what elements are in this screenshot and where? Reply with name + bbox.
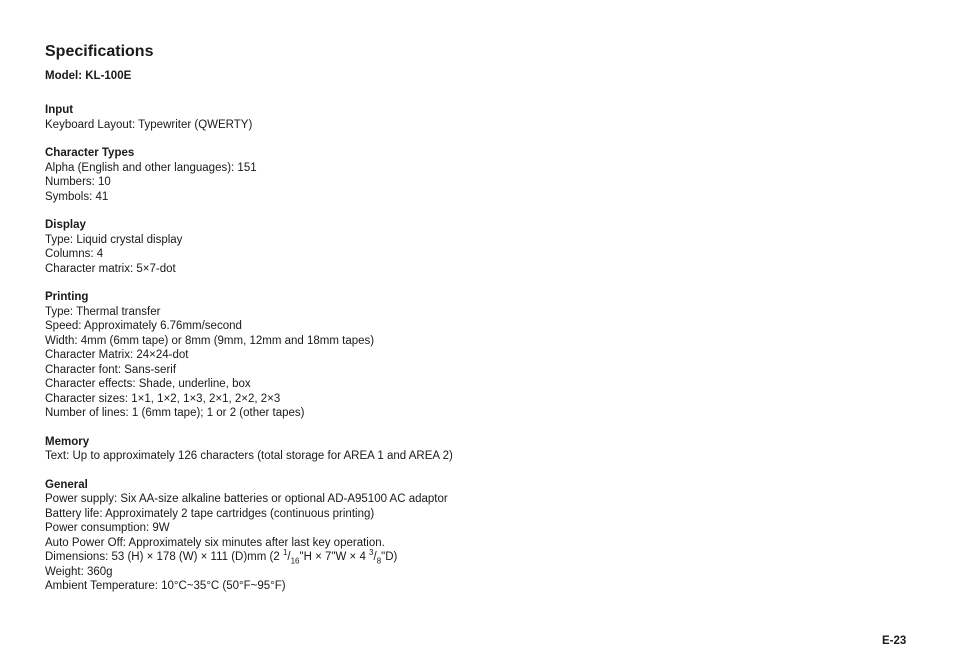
spec-line: Columns: 4 [45, 248, 104, 260]
spec-line: Width: 4mm (6mm tape) or 8mm (9mm, 12mm and 18mm tapes) [45, 334, 375, 347]
spec-line: Character matrix: 5×7-dot [45, 262, 176, 275]
section-title: Printing [45, 291, 89, 303]
spec-line: Type: Thermal transfer [45, 305, 161, 318]
spec-line: Character font: Sans-serif [45, 363, 177, 376]
spec-line: Speed: Approximately 6.76mm/second [45, 320, 242, 332]
spec-line: Power consumption: 9W [45, 522, 170, 534]
spec-line: Ambient Temperature: 10°C~35°C (50°F~95°F) [45, 580, 286, 592]
spec-line: Weight: 360g [45, 565, 113, 578]
spec-line: Character Matrix: 24×24-dot [45, 349, 189, 361]
section-memory [45, 435, 459, 464]
section-display [45, 218, 459, 276]
section-input [45, 103, 459, 132]
model-line: Model: KL-100E [45, 70, 132, 82]
section-title: General [45, 478, 88, 491]
spec-line: Numbers: 10 [45, 176, 111, 188]
spec-line: Keyboard Layout: Typewriter (QWERTY) [45, 118, 253, 131]
spec-line: Number of lines: 1 (6mm tape); 1 or 2 (other tapes) [45, 407, 305, 419]
section-printing [45, 290, 459, 421]
spec-line: Character effects: Shade, underline, box [45, 378, 251, 390]
page-title: Specifications [45, 43, 154, 60]
section-title: Display [45, 219, 86, 231]
spec-line: Type: Liquid crystal display [45, 233, 183, 246]
spec-line: Power supply: Six AA-size alkaline batteries or optional AD-A95100 AC adaptor [45, 493, 448, 505]
fraction-denominator: 16 [290, 556, 300, 566]
spec-line: Battery life: Approximately 2 tape cartridges (continuous printing) [45, 507, 375, 520]
dimensions-text: Dimensions: 53 (H) × 178 (W) × 111 (D)mm (2 [45, 551, 283, 563]
section-character-types [45, 146, 459, 204]
fraction-numerator: 1 [282, 548, 288, 558]
dimensions-text: "H × 7"W × 4 [299, 551, 370, 563]
dimensions-line: Dimensions: 53 (H) × 178 (W) × 111 (D)mm (2 $^1/_{16}"H$ × 7"W × 4 $^3/_8"D$) [45, 548, 398, 566]
specifications-content [45, 42, 459, 608]
fraction-numerator: 3 [369, 548, 374, 558]
page-number: E-23 [882, 635, 907, 647]
section-general [45, 478, 459, 594]
spec-line: Character sizes: 1×1, 1×2, 1×3, 2×1, 2×2, 2×3 [45, 392, 281, 405]
spec-line: Symbols: 41 [45, 190, 109, 203]
spec-line: Alpha (English and other languages): 151 [45, 161, 257, 174]
spec-line: Text: Up to approximately 126 characters (total storage for AREA 1 and AREA 2) [45, 450, 453, 462]
dimensions-text: "D) [381, 551, 398, 563]
spec-line: Auto Power Off: Approximately six minutes after last key operation. [45, 536, 385, 549]
section-title: Character Types [45, 147, 135, 159]
section-title: Input [45, 104, 74, 116]
fraction-denominator: 8 [376, 556, 382, 566]
section-title: Memory [45, 435, 90, 448]
